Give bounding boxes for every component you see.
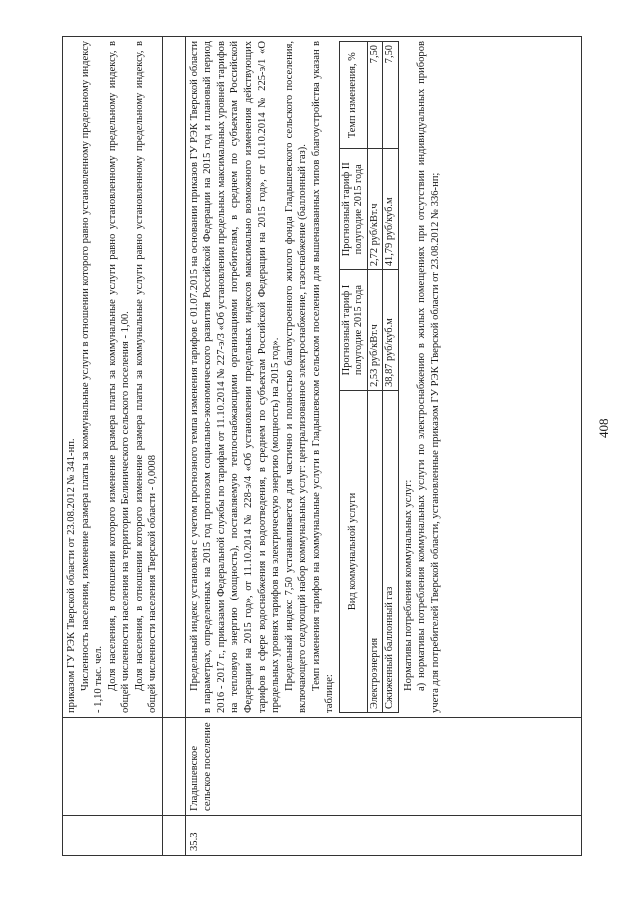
tariff-table <box>339 41 399 713</box>
prev-row-number-cell <box>63 816 163 856</box>
tariff-cell: 38,87 руб/куб.м <box>383 270 398 391</box>
prev-row-line: Доля населения, в отношении которого изменение размера платы за коммунальные услуги равно установленному предельному индексу, в общей численности населения Тверской области - 0,0008 <box>133 41 159 713</box>
tariff-cell: Сжиженный баллонный газ <box>383 390 398 712</box>
spacer-row <box>162 37 185 856</box>
settlement-name: Гладышевское сельское поселение <box>185 718 581 816</box>
tariff-cell: 7,50 <box>367 42 382 149</box>
tariff-header-row <box>339 42 367 713</box>
row-description <box>185 37 581 718</box>
paragraph: а) нормативы потребления коммунальных услуги по электроснабжению в жилых помещениях при отсутствии индивидуальных приборов учета для потребителей Тверской области, установленные приказом ГУ РЭК Тверской области от 23.08.2012 № 336-нп; <box>416 41 441 713</box>
prev-row-line: Доля населения, в отношении которого изменение размера платы за коммунальные услуги равно установленному предельному индексу, в общей численности населения на территории Белинического сельского поселения - 1,00. <box>106 41 132 713</box>
tariff-header: Темп изменения, % <box>339 42 367 149</box>
rotated-page-content <box>62 36 582 856</box>
tariff-row <box>383 42 398 713</box>
tariff-header: Прогнозный тариф II полугодие 2015 года <box>339 149 367 270</box>
page-number: 408 <box>596 418 611 438</box>
paragraph: Темп изменения тарифов на коммунальные услуги в Гладышевском сельском поселении для вышеназванных типов благоустройства указан в таблице: <box>310 41 336 713</box>
prev-row-line: приказом ГУ РЭК Тверской области от 23.08.2012 № 341-нп. <box>66 438 77 713</box>
previous-row <box>63 37 163 856</box>
prev-row-text-cell <box>63 37 163 718</box>
tariff-cell: 2,53 руб/кВт.ч <box>367 270 382 391</box>
tariff-row <box>367 42 382 713</box>
paragraph: Предельный индекс 7,50 устанавливается для частично и полностью благоустроенного жилого фонда Гладышевского сельского поселения, включающего следующий набор коммунальных услуг: централизованное электроснабжение, газоснабжение (баллонный газ). <box>283 41 309 713</box>
tariff-cell: 41,79 руб/куб.м <box>383 149 398 270</box>
row-number: 35.3 <box>185 816 581 856</box>
tariff-cell: Электроэнергия <box>367 390 382 712</box>
regions-table <box>62 36 582 856</box>
tariff-cell: 7,50 <box>383 42 398 149</box>
row-35-3 <box>185 37 581 856</box>
prev-row-line: Численность населения, изменение размера платы за коммунальные услуги в отношении которого равно установленному предельному индексу - 1,10 тыс. чел. <box>79 41 105 713</box>
paragraph: Нормативы потребления коммунальных услуг: <box>402 479 414 691</box>
tariff-header: Вид коммунальной услуги <box>339 390 367 712</box>
paragraph: Предельный индекс установлен с учетом прогнозного темпа изменения тарифов с 01.07.2015 на основании приказов ГУ РЭК Тверской области в параметрах, определенных на 2015 год прогнозом социально-экономического развития Российской Федерации на 2015 год и плановый период 2016 - 2017 г., приказами Федеральной службы по тарифам от 11.10.2014 № 227-э/3 «Об установлении предельных максимальных уровней тарифов на тепловую энергию (мощность), поставляемую теплоснабжающими организациями потребителям, в среднем по субъектам Российской Федерации на 2015 год», от 11.10.2014 № 228-э/4 «Об установлении предельных индексов максимально возможного изменения действующих тарифов в сфере водоснабжения и водоотведения, в среднем по субъектам Российской Федерации на 2015 год», от 10.10.2014 № 225-э/1 «О предельных уровнях тарифов на электрическую энергию (мощность) на 2015 год». <box>188 41 282 713</box>
tariff-header: Прогнозный тариф I полугодие 2015 года <box>339 270 367 391</box>
prev-row-name-cell <box>63 718 163 816</box>
tariff-cell: 2,72 руб/кВт.ч <box>367 149 382 270</box>
